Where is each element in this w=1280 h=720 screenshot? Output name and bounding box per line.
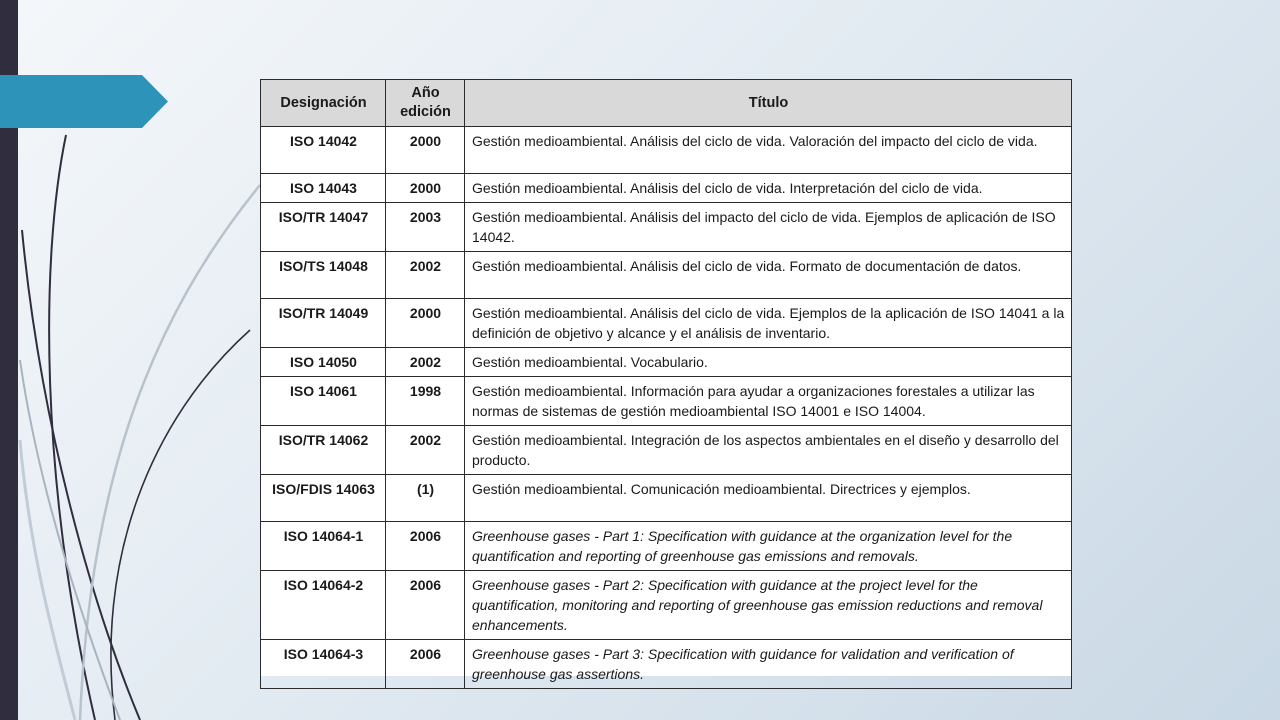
- table-row: [261, 522, 1072, 571]
- cell-designation: ISO 14064-2: [261, 571, 386, 640]
- cell-year: 1998: [386, 377, 465, 426]
- cell-title: Gestión medioambiental. Análisis del ciclo de vida. Interpretación del ciclo de vida.: [465, 174, 1072, 203]
- cell-title: Gestión medioambiental. Análisis del ciclo de vida. Ejemplos de la aplicación de ISO 14041 a la definición de objetivo y alcance y el análisis de inventario.: [465, 299, 1072, 348]
- cell-title: Greenhouse gases - Part 1: Specification with guidance at the organization level for the quantification and reporting of greenhouse gas emissions and removals.: [465, 522, 1072, 571]
- cell-designation: ISO 14042: [261, 127, 386, 174]
- iso-standards-table-wrapper: [260, 79, 1071, 682]
- table-row: [261, 377, 1072, 426]
- table-row: [261, 475, 1072, 522]
- table-row: [261, 127, 1072, 174]
- cell-year: 2003: [386, 203, 465, 252]
- header-year-line1: Año: [411, 85, 440, 101]
- cell-designation: ISO/TR 14047: [261, 203, 386, 252]
- table-row: [261, 426, 1072, 475]
- table-row: [261, 348, 1072, 377]
- cell-title: Gestión medioambiental. Análisis del ciclo de vida. Formato de documentación de datos.: [465, 252, 1072, 299]
- cell-year: 2000: [386, 174, 465, 203]
- accent-tab: [0, 75, 168, 128]
- header-year-line2: edición: [400, 104, 451, 120]
- cell-year: 2002: [386, 426, 465, 475]
- cell-title: Greenhouse gases - Part 2: Specification with guidance at the project level for the quantification, monitoring and reporting of greenhouse gas emission reductions and removal enhancements.: [465, 571, 1072, 640]
- cell-year: 2006: [386, 522, 465, 571]
- cell-title: Gestión medioambiental. Análisis del impacto del ciclo de vida. Ejemplos de aplicación de ISO 14042.: [465, 203, 1072, 252]
- table-row: [261, 640, 1072, 689]
- table-row: [261, 252, 1072, 299]
- cell-designation: ISO 14064-1: [261, 522, 386, 571]
- cell-year: 2000: [386, 127, 465, 174]
- cell-year: (1): [386, 475, 465, 522]
- cell-title: Gestión medioambiental. Información para ayudar a organizaciones forestales a utilizar las normas de sistemas de gestión medioambiental ISO 14001 e ISO 14004.: [465, 377, 1072, 426]
- cell-year: 2006: [386, 640, 465, 689]
- header-title: Título: [465, 80, 1072, 127]
- cell-title: Greenhouse gases - Part 3: Specification with guidance for validation and verification of greenhouse gas assertions.: [465, 640, 1072, 689]
- cell-designation: ISO 14050: [261, 348, 386, 377]
- cell-year: 2000: [386, 299, 465, 348]
- cell-year: 2006: [386, 571, 465, 640]
- cell-designation: ISO 14061: [261, 377, 386, 426]
- header-designation: Designación: [261, 80, 386, 127]
- cell-year: 2002: [386, 252, 465, 299]
- header-year: [386, 80, 465, 127]
- table-row: [261, 571, 1072, 640]
- cell-title: Gestión medioambiental. Integración de los aspectos ambientales en el diseño y desarrollo del producto.: [465, 426, 1072, 475]
- cell-title: Gestión medioambiental. Comunicación medioambiental. Directrices y ejemplos.: [465, 475, 1072, 522]
- cell-designation: ISO 14043: [261, 174, 386, 203]
- cell-designation: ISO/TS 14048: [261, 252, 386, 299]
- table-row: [261, 299, 1072, 348]
- table-header-row: [261, 80, 1072, 127]
- table-row: [261, 174, 1072, 203]
- cell-designation: ISO/FDIS 14063: [261, 475, 386, 522]
- table-row: [261, 203, 1072, 252]
- cell-designation: ISO 14064-3: [261, 640, 386, 689]
- cell-title: Gestión medioambiental. Análisis del ciclo de vida. Valoración del impacto del ciclo de vida.: [465, 127, 1072, 174]
- cell-designation: ISO/TR 14049: [261, 299, 386, 348]
- iso-standards-table: [260, 79, 1072, 689]
- cell-title: Gestión medioambiental. Vocabulario.: [465, 348, 1072, 377]
- cell-year: 2002: [386, 348, 465, 377]
- cell-designation: ISO/TR 14062: [261, 426, 386, 475]
